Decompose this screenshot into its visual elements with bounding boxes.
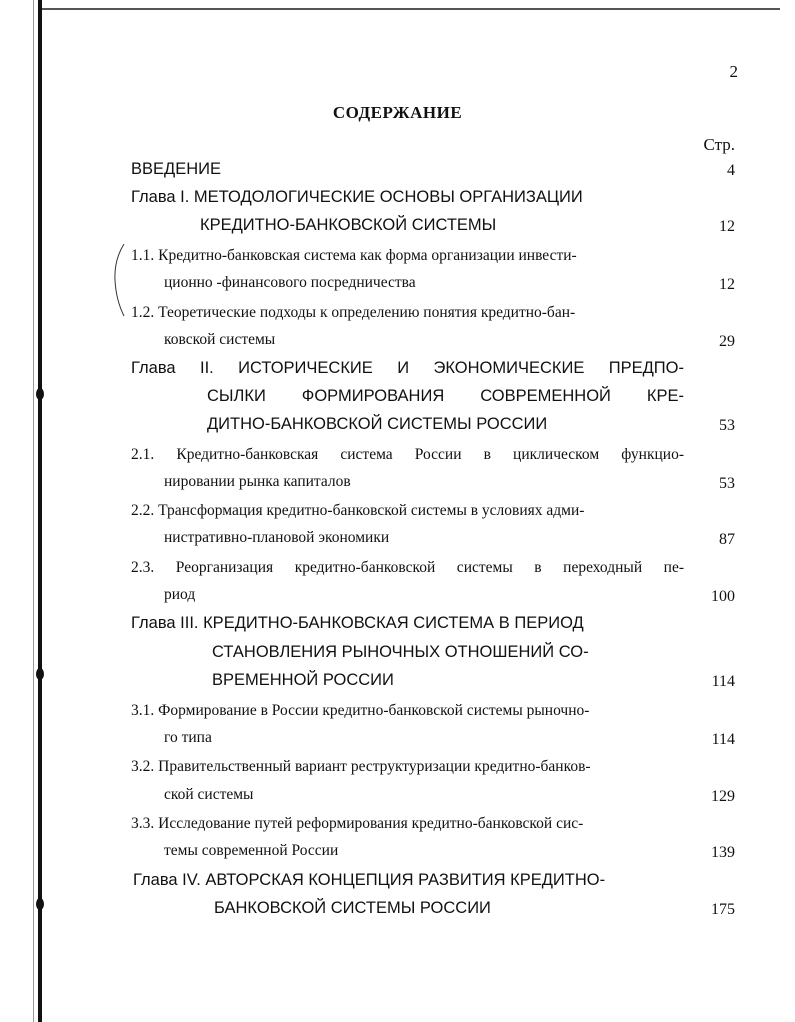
scan-border-left	[38, 0, 42, 1022]
binding-hole-mark	[36, 668, 44, 680]
toc-page-num: 114	[711, 673, 735, 690]
toc-chapter-2-line2: СЫЛКИ ФОРМИРОВАНИЯ СОВРЕМЕННОЙ КРЕ-	[207, 387, 684, 405]
toc-page-num: 53	[719, 417, 735, 434]
toc-chapter-2-line3: ДИТНО-БАНКОВСКОЙ СИСТЕМЫ РОССИИ	[207, 415, 548, 433]
toc-section-2-3-line1: 2.3. Реорганизация кредитно-банковской системы в переходный пе-	[131, 559, 684, 576]
toc-section-1-2-line1: 1.2. Теоретические подходы к определению понятия кредитно-бан-	[131, 304, 576, 321]
toc-section-1-2-line2: ковской системы	[164, 331, 276, 348]
binding-hole-mark	[36, 388, 44, 400]
toc-section-3-3-line1: 3.3. Исследование путей реформирования кредитно-банковской сис-	[131, 815, 584, 832]
scan-border-top	[40, 8, 780, 10]
toc-section-2-1-line1: 2.1. Кредитно-банковская система России в циклическом функцио-	[131, 446, 684, 463]
binding-hole-mark	[36, 898, 44, 910]
toc-page-num: 4	[727, 162, 735, 179]
toc-chapter-4-line2: БАНКОВСКОЙ СИСТЕМЫ РОССИИ	[214, 899, 491, 917]
toc-intro: ВВЕДЕНИЕ	[131, 160, 221, 178]
toc-chapter-3-line2: СТАНОВЛЕНИЯ РЫНОЧНЫХ ОТНОШЕНИЙ СО-	[212, 643, 589, 661]
toc-page-num: 53	[719, 475, 735, 492]
toc-page-num: 12	[719, 218, 735, 235]
toc-page-num: 129	[711, 788, 735, 805]
toc-page-num: 29	[719, 333, 735, 350]
toc-section-1-1-line2: ционно -финансового посредничества	[164, 274, 416, 291]
toc-page-num: 100	[711, 588, 735, 605]
toc-section-3-1-line2: го типа	[164, 729, 212, 746]
toc-section-2-2-line1: 2.2. Трансформация кредитно-банковской системы в условиях адми-	[131, 502, 585, 519]
toc-chapter-3-line1: Глава III. КРЕДИТНО-БАНКОВСКАЯ СИСТЕМА В ПЕРИОД	[131, 614, 584, 632]
toc-section-2-2-line2: нистративно-плановой экономики	[164, 529, 390, 546]
toc-page-num: 12	[719, 276, 735, 293]
toc-section-2-1-line2: нировании рынка капиталов	[164, 473, 351, 490]
page-title: СОДЕРЖАНИЕ	[332, 103, 463, 122]
toc-chapter-2-line1: Глава II. ИСТОРИЧЕСКИЕ И ЭКОНОМИЧЕСКИЕ ПРЕДПО-	[131, 359, 684, 377]
toc-section-3-2-line1: 3.2. Правительственный вариант реструктуризации кредитно-банков-	[131, 758, 591, 775]
handwritten-bracket-mark	[112, 240, 126, 320]
page-number: 2	[729, 62, 738, 81]
toc-section-2-3-line2: риод	[164, 586, 196, 603]
toc-section-1-1-line1: 1.1. Кредитно-банковская система как форма организации инвести-	[131, 247, 577, 264]
toc-chapter-1-line2: КРЕДИТНО-БАНКОВСКОЙ СИСТЕМЫ	[200, 216, 497, 234]
toc-page-num: 175	[711, 901, 735, 918]
toc-page-num: 114	[711, 731, 735, 748]
toc-page-num: 87	[719, 531, 735, 548]
toc-section-3-2-line2: ской системы	[164, 786, 254, 803]
toc-chapter-3-line3: ВРЕМЕННОЙ РОССИИ	[212, 671, 394, 689]
page-column-label: Стр.	[703, 135, 735, 154]
toc-page-num: 139	[711, 844, 735, 861]
scan-border-left-faint	[33, 0, 34, 1022]
toc-chapter-4-line1: Глава IV. АВТОРСКАЯ КОНЦЕПЦИЯ РАЗВИТИЯ КРЕДИТНО-	[133, 871, 606, 889]
toc-section-3-1-line1: 3.1. Формирование в России кредитно-банковской системы рыночно-	[131, 702, 590, 719]
toc-section-3-3-line2: темы современной России	[164, 842, 339, 859]
toc-chapter-1-line1: Глава I. МЕТОДОЛОГИЧЕСКИЕ ОСНОВЫ ОРГАНИЗАЦИИ	[131, 188, 583, 206]
